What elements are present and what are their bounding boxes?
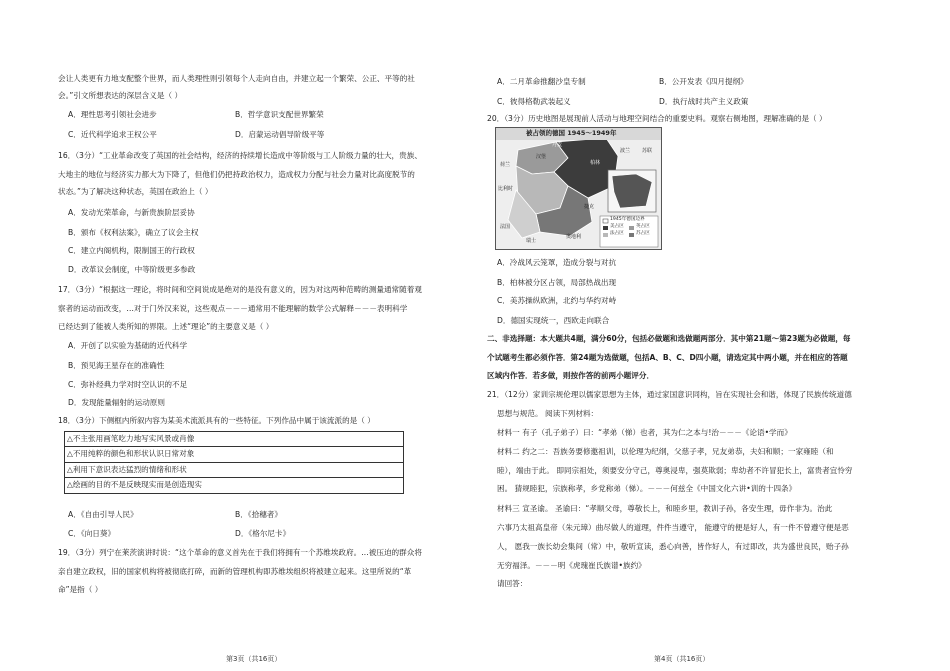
q18-option-d[interactable]: D．《格尔尼卡》 <box>235 529 291 538</box>
q19-stem-line-3: 命”是指（ ） <box>58 585 103 594</box>
q16-option-c[interactable]: C．建立内阁机构，限制国王的行政权 <box>68 246 195 255</box>
q16-option-b[interactable]: B．颁布《权利法案》，确立了议会主权 <box>68 228 199 237</box>
page-number-right: 第4页（共16页） <box>654 655 710 663</box>
map-label-france: 法国 <box>500 224 511 230</box>
q19-stem-line-2: 亲自建立政权，旧的国家机构将被彻底打碎，而新的管理机构即苏维埃组织将被建立起来。这里所说的“革 <box>58 567 412 576</box>
q19-stem-line-1: 19．（3分）列宁在莱茨演讲时说：“这个革命的意义首先在于我们将拥有一个苏维埃政府。…被压迫的群众将 <box>58 548 422 557</box>
q18-feature-box <box>64 431 404 494</box>
q21-stem-line-1: 21．（12分）家训宗规伦理以儒家思想为主体，通过家国意识同构，旨在实现社会和谐，体现了民族传统道德 <box>487 390 852 399</box>
q16-stem-line-3: 状态。”为了解决这种状态，英国在政治上（ ） <box>58 187 213 196</box>
page-number-left: 第3页（共16页） <box>226 655 282 663</box>
please-answer: 请回答： <box>497 579 528 588</box>
q19-option-b[interactable]: B．公开发表《四月提纲》 <box>659 77 748 86</box>
map-legend-uk-zone: 英占区 <box>636 224 650 229</box>
q17-stem-line-2: 察者的运动而改变，…对于门外汉来说，这些观点－－－通常用不能理解的数学公式解释－－－表明科学 <box>58 304 408 313</box>
material-2-line-1: 材料二 约之二：吾族务要修邀祖训，以伦理为纪纲，父慈子孝，兄友弟恭，夫妇和顺；一家雍睦（和 <box>497 447 834 456</box>
q17-option-a[interactable]: A．开创了以实验为基础的近代科学 <box>68 341 188 350</box>
q15-option-b[interactable]: B．哲学意识支配世界繁荣 <box>235 110 324 119</box>
q20-option-d[interactable]: D．德国实现统一，西欧走向联合 <box>497 316 610 325</box>
map-legend-us-zone: 美占区 <box>610 224 624 229</box>
q17-option-c[interactable]: C．弥补经典力学对时空认识的不足 <box>68 380 188 389</box>
q18-feature-3: △利用下意识表达猛烈的情绪和形状 <box>65 463 403 478</box>
q15-continuation-line-2: 会。”引文所想表达的深层含义是（ ） <box>58 91 183 100</box>
map-title: 被占领的德国 1945～1949年 <box>526 129 617 137</box>
material-2-line-2: 睦），端由于此。 即同宗祖处，须要安分守己，尊奥浸卑，强莫欺弱；卑幼者不许冒犯长上，富贵者宜怜穷 <box>497 466 853 475</box>
material-3-line-4: 无穷福泽。－－－明《虎瑰崔氏族谱•族约》 <box>497 561 646 570</box>
q15-continuation-line-1: 会让人类更有力地支配整个世界，而人类理性则引领每个人走向自由，并建立起一个繁荣、公正、平等的社 <box>58 74 415 83</box>
q18-feature-4: △绘画的目的不是反映现实而是创造现实 <box>67 480 202 490</box>
q19-option-d[interactable]: D．执行战时共产主义政策 <box>659 97 749 106</box>
q16-option-a[interactable]: A．发动光荣革命，与新贵族阶层妥协 <box>68 208 195 217</box>
material-1: 材料一 有子（孔子弟子）曰：“孝弟（悌）也者，其为仁之本与!治－－－《论语•学而》 <box>497 428 792 437</box>
map-label-netherlands: 荷兰 <box>500 162 511 168</box>
q15-option-c[interactable]: C．近代科学追求王权公平 <box>68 130 157 139</box>
q18-feature-1: △不主张用画笔吃力地写实风景或肖像 <box>65 432 403 447</box>
map-label-berlin: 柏林 <box>590 160 601 166</box>
q21-stem-line-2: 思想与规范。 阅读下列材料： <box>497 409 599 418</box>
q19-option-a[interactable]: A．二月革命推翻沙皇专制 <box>497 77 586 86</box>
q17-option-d[interactable]: D．发现能量辐射的运动原则 <box>68 398 165 407</box>
map-label-switzerland: 瑞士 <box>526 238 537 244</box>
q18-feature-2: △不用纯粹的颜色和形状认识日常对象 <box>65 447 403 462</box>
material-3-line-1: 材料三 宣圣谕。 圣谕曰：“孝顺父母，尊敬长上，和睦乡里，教训子孙，各安生理，毋作非为。治此 <box>497 504 833 513</box>
section2-instructions-line-3: 区域内作答．若多做，则按作答的前两小题评分． <box>487 371 655 380</box>
q16-option-d[interactable]: D．改革议会制度，中等阶级更多参政 <box>68 265 196 274</box>
map-legend-border: 1945年德国边界 <box>610 217 645 222</box>
map-label-austria: 奥地利 <box>566 234 582 240</box>
map-label-denmark: 丹麦 <box>552 142 563 148</box>
q16-stem-line-2: 大地主的地位与经济实力都大为下降了，但他们仍把持政治权力，造成权力分配与社会力量对比高度脱节的 <box>58 170 415 179</box>
q20-option-c[interactable]: C．美苏操纵欧洲，北约与华约对峙 <box>497 296 617 305</box>
q17-stem-line-1: 17．（3分）“根据这一理论，将时间和空间说成是绝对的是没有意义的，因为对这两种范畴的测量通常随着观 <box>58 285 422 294</box>
q20-stem: 20．（3分）历史地图是展现前人活动与地理空间结合的重要史料。观察右侧地图，理解准确的是（ ） <box>487 114 827 123</box>
section2-instructions-line-2: 个试题考生都必须作答．第24题为选做题，包括A、B、C、D四小题，请选定其中两小题，并在相应的答题 <box>487 353 848 362</box>
occupied-germany-map <box>495 127 662 250</box>
map-legend-soviet-zone: 苏占区 <box>636 231 650 236</box>
q18-option-b[interactable]: B．《拾穗者》 <box>235 510 282 519</box>
q15-option-d[interactable]: D．启蒙运动倡导阶级平等 <box>235 130 325 139</box>
map-label-ussr: 苏联 <box>642 148 653 154</box>
material-2-line-3: 困。 猜规睦犯，宗族称孝，乡党称弟（悌）。－－－何兹全《中国文化六讲•训的十四条》 <box>497 484 797 493</box>
map-label-hamburg: 汉堡 <box>536 154 547 160</box>
q20-option-b[interactable]: B．柏林被分区占领，局部热战出现 <box>497 278 617 287</box>
q20-option-a[interactable]: A．冷战风云笼罩，造成分裂与对抗 <box>497 258 617 267</box>
material-3-line-3: 人， 愿我一族长幼会集间（常）中，敬听宣读，悉心向善，皆作好人，有过即改，共为盛世良民，贻子孙 <box>497 542 849 551</box>
map-legend-fr-zone: 法占区 <box>610 231 624 236</box>
material-3-line-2: 六事乃太祖高皇帝（朱元璋）曲尽做人的道理，件件当遵守， 能遵守的便是好人，有一件不曾遵守便是恶 <box>497 523 849 532</box>
map-label-poland: 波兰 <box>620 148 631 154</box>
section2-instructions-line-1: 二、非选择题：本大题共4题，满分60分，包括必做题和选做题两部分．其中第21题～第23题为必做题，每 <box>487 334 851 343</box>
q18-stem: 18．（3分）下侧框内所叙内容为某美术流派具有的一些特征。下列作品中属于该流派的是（ ） <box>58 416 375 425</box>
q17-stem-line-3: 已经达到了能被人类所知的界限。上述“理论”的主要意义是（ ） <box>58 322 274 331</box>
q16-stem-line-1: 16．（3分）“工业革命改变了英国的社会结构，经济的持续增长造成中等阶级与工人阶级力量的壮大，贵族、 <box>58 151 422 160</box>
q18-option-a[interactable]: A．《自由引导人民》 <box>68 510 138 519</box>
map-label-belgium: 比利时 <box>498 186 514 192</box>
map-label-czech: 捷克 <box>584 204 595 210</box>
q18-option-c[interactable]: C．《向日葵》 <box>68 529 116 538</box>
q17-option-b[interactable]: B．预见海王星存在的准确性 <box>68 361 165 370</box>
q15-option-a[interactable]: A．理性思考引领社会进步 <box>68 110 157 119</box>
q19-option-c[interactable]: C．彼得格勒武装起义 <box>497 97 571 106</box>
